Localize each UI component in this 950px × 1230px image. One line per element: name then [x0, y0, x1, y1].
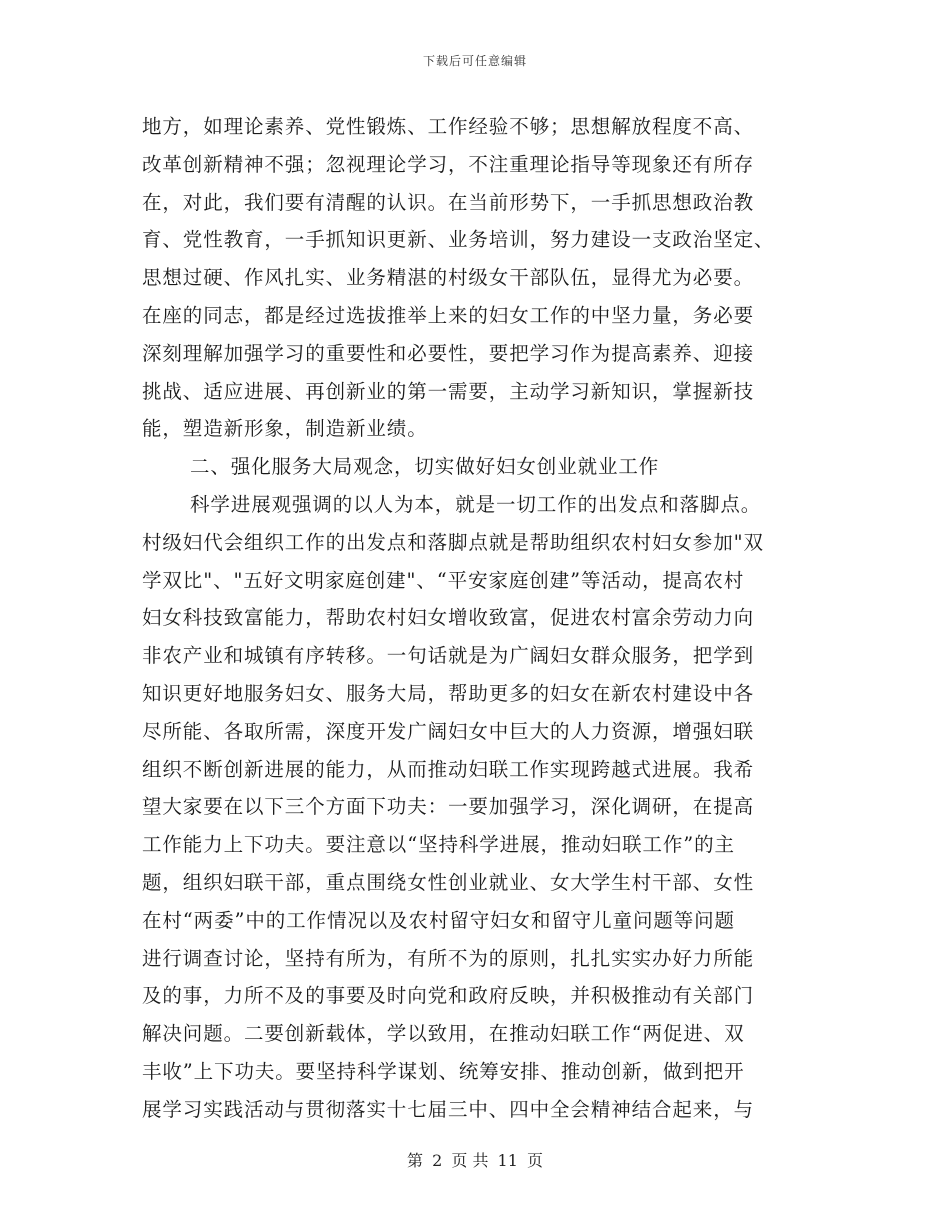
text-line: 思想过硬、作风扎实、业务精湛的村级女干部队伍，显得尤为必要。	[142, 266, 755, 290]
text-line: 丰收”上下功夫。要坚持科学谋划、统筹安排、推动创新，做到把开	[142, 1059, 745, 1083]
text-line: 改革创新精神不强；忽视理论学习，不注重理论指导等现象还有所存	[142, 152, 755, 176]
section-heading: 二、强化服务大局观念，切实做好妇女创业就业工作	[190, 455, 660, 479]
text-line: 在座的同志，都是经过选拔推举上来的妇女工作的中坚力量，务必要	[142, 303, 755, 327]
page-header: 下载后可任意编辑	[422, 54, 527, 68]
page-footer	[0, 1148, 950, 1171]
text-line: 妇女科技致富能力，帮助农村妇女增收致富，促进农村富余劳动力向	[142, 606, 755, 630]
text-line: 学双比"、"五好文明家庭创建"、“平安家庭创建”等活动，提高农村	[142, 568, 745, 592]
text-line: 村级妇代会组织工作的出发点和落脚点就是帮助组织农村妇女参加"双	[142, 530, 764, 554]
text-line: 科学进展观强调的以人为本，就是一切工作的出发点和落脚点。	[190, 492, 762, 516]
text-line: 尽所能、各取所需，深度开发广阔妇女中巨大的人力资源，增强妇联	[142, 719, 755, 743]
text-line: 育、党性教育，一手抓知识更新、业务培训，努力建设一支政治坚定、	[142, 228, 775, 252]
text-line: 进行调查讨论，坚持有所为，有所不为的原则，扎扎实实办好力所能	[142, 946, 755, 970]
footer-prefix: 第	[406, 1151, 423, 1170]
text-line: 解决问题。二要创新载体，学以致用，在推动妇联工作“两促进、双	[142, 1022, 745, 1046]
text-line: 在村“两委”中的工作情况以及农村留守妇女和留守儿童问题等问题	[142, 908, 735, 932]
text-line: 展学习实践活动与贯彻落实十七届三中、四中全会精神结合起来，与	[142, 1097, 755, 1121]
text-line: 能，塑造新形象，制造新业绩。	[142, 417, 428, 441]
text-line: 工作能力上下功夫。要注意以“坚持科学进展，推动妇联工作”的主	[142, 833, 735, 857]
footer-suffix: 页	[527, 1151, 544, 1170]
text-line: 在，对此，我们要有清醒的认识。在当前形势下，一手抓思想政治教	[142, 190, 755, 214]
text-line: 望大家要在以下三个方面下功夫：一要加强学习，深化调研，在提高	[142, 795, 755, 819]
page-number: 2	[432, 1151, 443, 1170]
text-line: 挑战、适应进展、再创新业的第一需要，主动学习新知识，掌握新技	[142, 379, 755, 403]
text-line: 地方，如理论素养、党性锻炼、工作经验不够；思想解放程度不高、	[142, 115, 755, 138]
text-line: 非农产业和城镇有序转移。一句话就是为广阔妇女群众服务，把学到	[142, 644, 755, 668]
text-line: 组织不断创新进展的能力，从而推动妇联工作实现跨越式进展。我希	[142, 757, 755, 781]
footer-middle: 页 共	[451, 1151, 489, 1170]
total-pages: 11	[497, 1151, 518, 1170]
text-line: 知识更好地服务妇女、服务大局，帮助更多的妇女在新农村建设中各	[142, 681, 755, 705]
text-line: 及的事，力所不及的事要及时向党和政府反映，并积极推动有关部门	[142, 984, 755, 1008]
text-line: 题，组织妇联干部，重点围绕女性创业就业、女大学生村干部、女性	[142, 870, 755, 894]
text-line: 深刻理解加强学习的重要性和必要性，要把学习作为提高素养、迎接	[142, 341, 755, 365]
document-body	[142, 108, 802, 1129]
